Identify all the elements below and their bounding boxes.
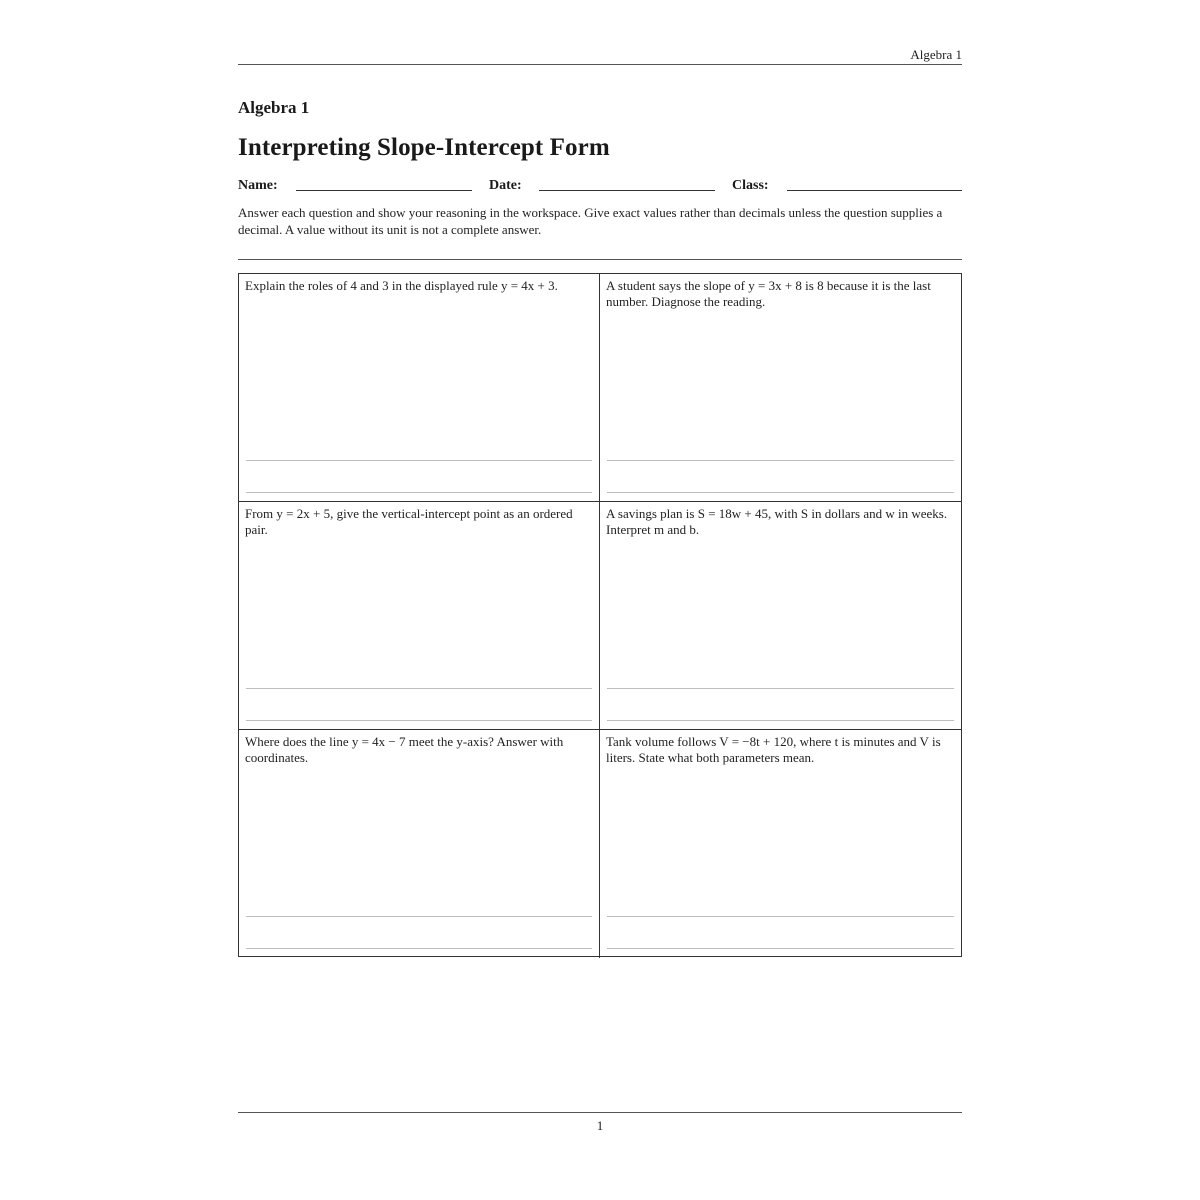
- answer-line[interactable]: [607, 492, 954, 493]
- question-cell: [239, 730, 600, 958]
- student-info-fields: [238, 176, 962, 196]
- course-heading: Algebra 1: [238, 98, 310, 117]
- question-cell: [600, 730, 961, 958]
- question-text: Explain the roles of 4 and 3 in the displayed rule y = 4x + 3.: [245, 278, 558, 293]
- date-field[interactable]: [539, 190, 715, 191]
- question-text: Where does the line y = 4x − 7 meet the y-axis? Answer with coordinates.: [245, 734, 564, 765]
- question-text: A student says the slope of y = 3x + 8 is 8 because it is the last number. Diagnose the reading.: [606, 278, 931, 309]
- answer-line[interactable]: [246, 688, 592, 689]
- date-label: Date:: [489, 178, 522, 193]
- answer-line[interactable]: [246, 720, 592, 721]
- question-cell: [239, 502, 600, 730]
- answer-line[interactable]: [607, 460, 954, 461]
- class-field[interactable]: [787, 190, 962, 191]
- answer-line[interactable]: [607, 916, 954, 917]
- question-text: From y = 2x + 5, give the vertical-intercept point as an ordered pair.: [245, 506, 573, 537]
- question-cell: [600, 274, 961, 502]
- instructions: Answer each question and show your reasoning in the workspace. Give exact values rather than decimals unless the question supplies a decimal. A value without its unit is not a complete answer.: [238, 205, 943, 237]
- answer-line[interactable]: [246, 492, 592, 493]
- question-cell: [600, 502, 961, 730]
- answer-line[interactable]: [246, 916, 592, 917]
- instructions-rule: [238, 259, 962, 260]
- class-label: Class:: [732, 178, 769, 193]
- answer-line[interactable]: [607, 688, 954, 689]
- answer-line[interactable]: [607, 720, 954, 721]
- page-number: 1: [596, 1118, 604, 1133]
- worksheet-page: [238, 0, 962, 1200]
- question-cell: [239, 274, 600, 502]
- header-rule: [238, 64, 962, 65]
- answer-line[interactable]: [246, 460, 592, 461]
- answer-line[interactable]: [246, 948, 592, 949]
- question-text: Tank volume follows V = −8t + 120, where t is minutes and V is liters. State what both parameters mean.: [606, 734, 941, 765]
- worksheet-title: Interpreting Slope-Intercept Form: [238, 134, 610, 161]
- name-label: Name:: [238, 178, 278, 193]
- name-field[interactable]: [296, 190, 472, 191]
- footer-rule: [238, 1112, 962, 1113]
- question-text: A savings plan is S = 18w + 45, with S in dollars and w in weeks. Interpret m and b.: [606, 506, 948, 537]
- question-grid: [238, 273, 962, 957]
- answer-line[interactable]: [607, 948, 954, 949]
- running-header: Algebra 1: [910, 47, 962, 62]
